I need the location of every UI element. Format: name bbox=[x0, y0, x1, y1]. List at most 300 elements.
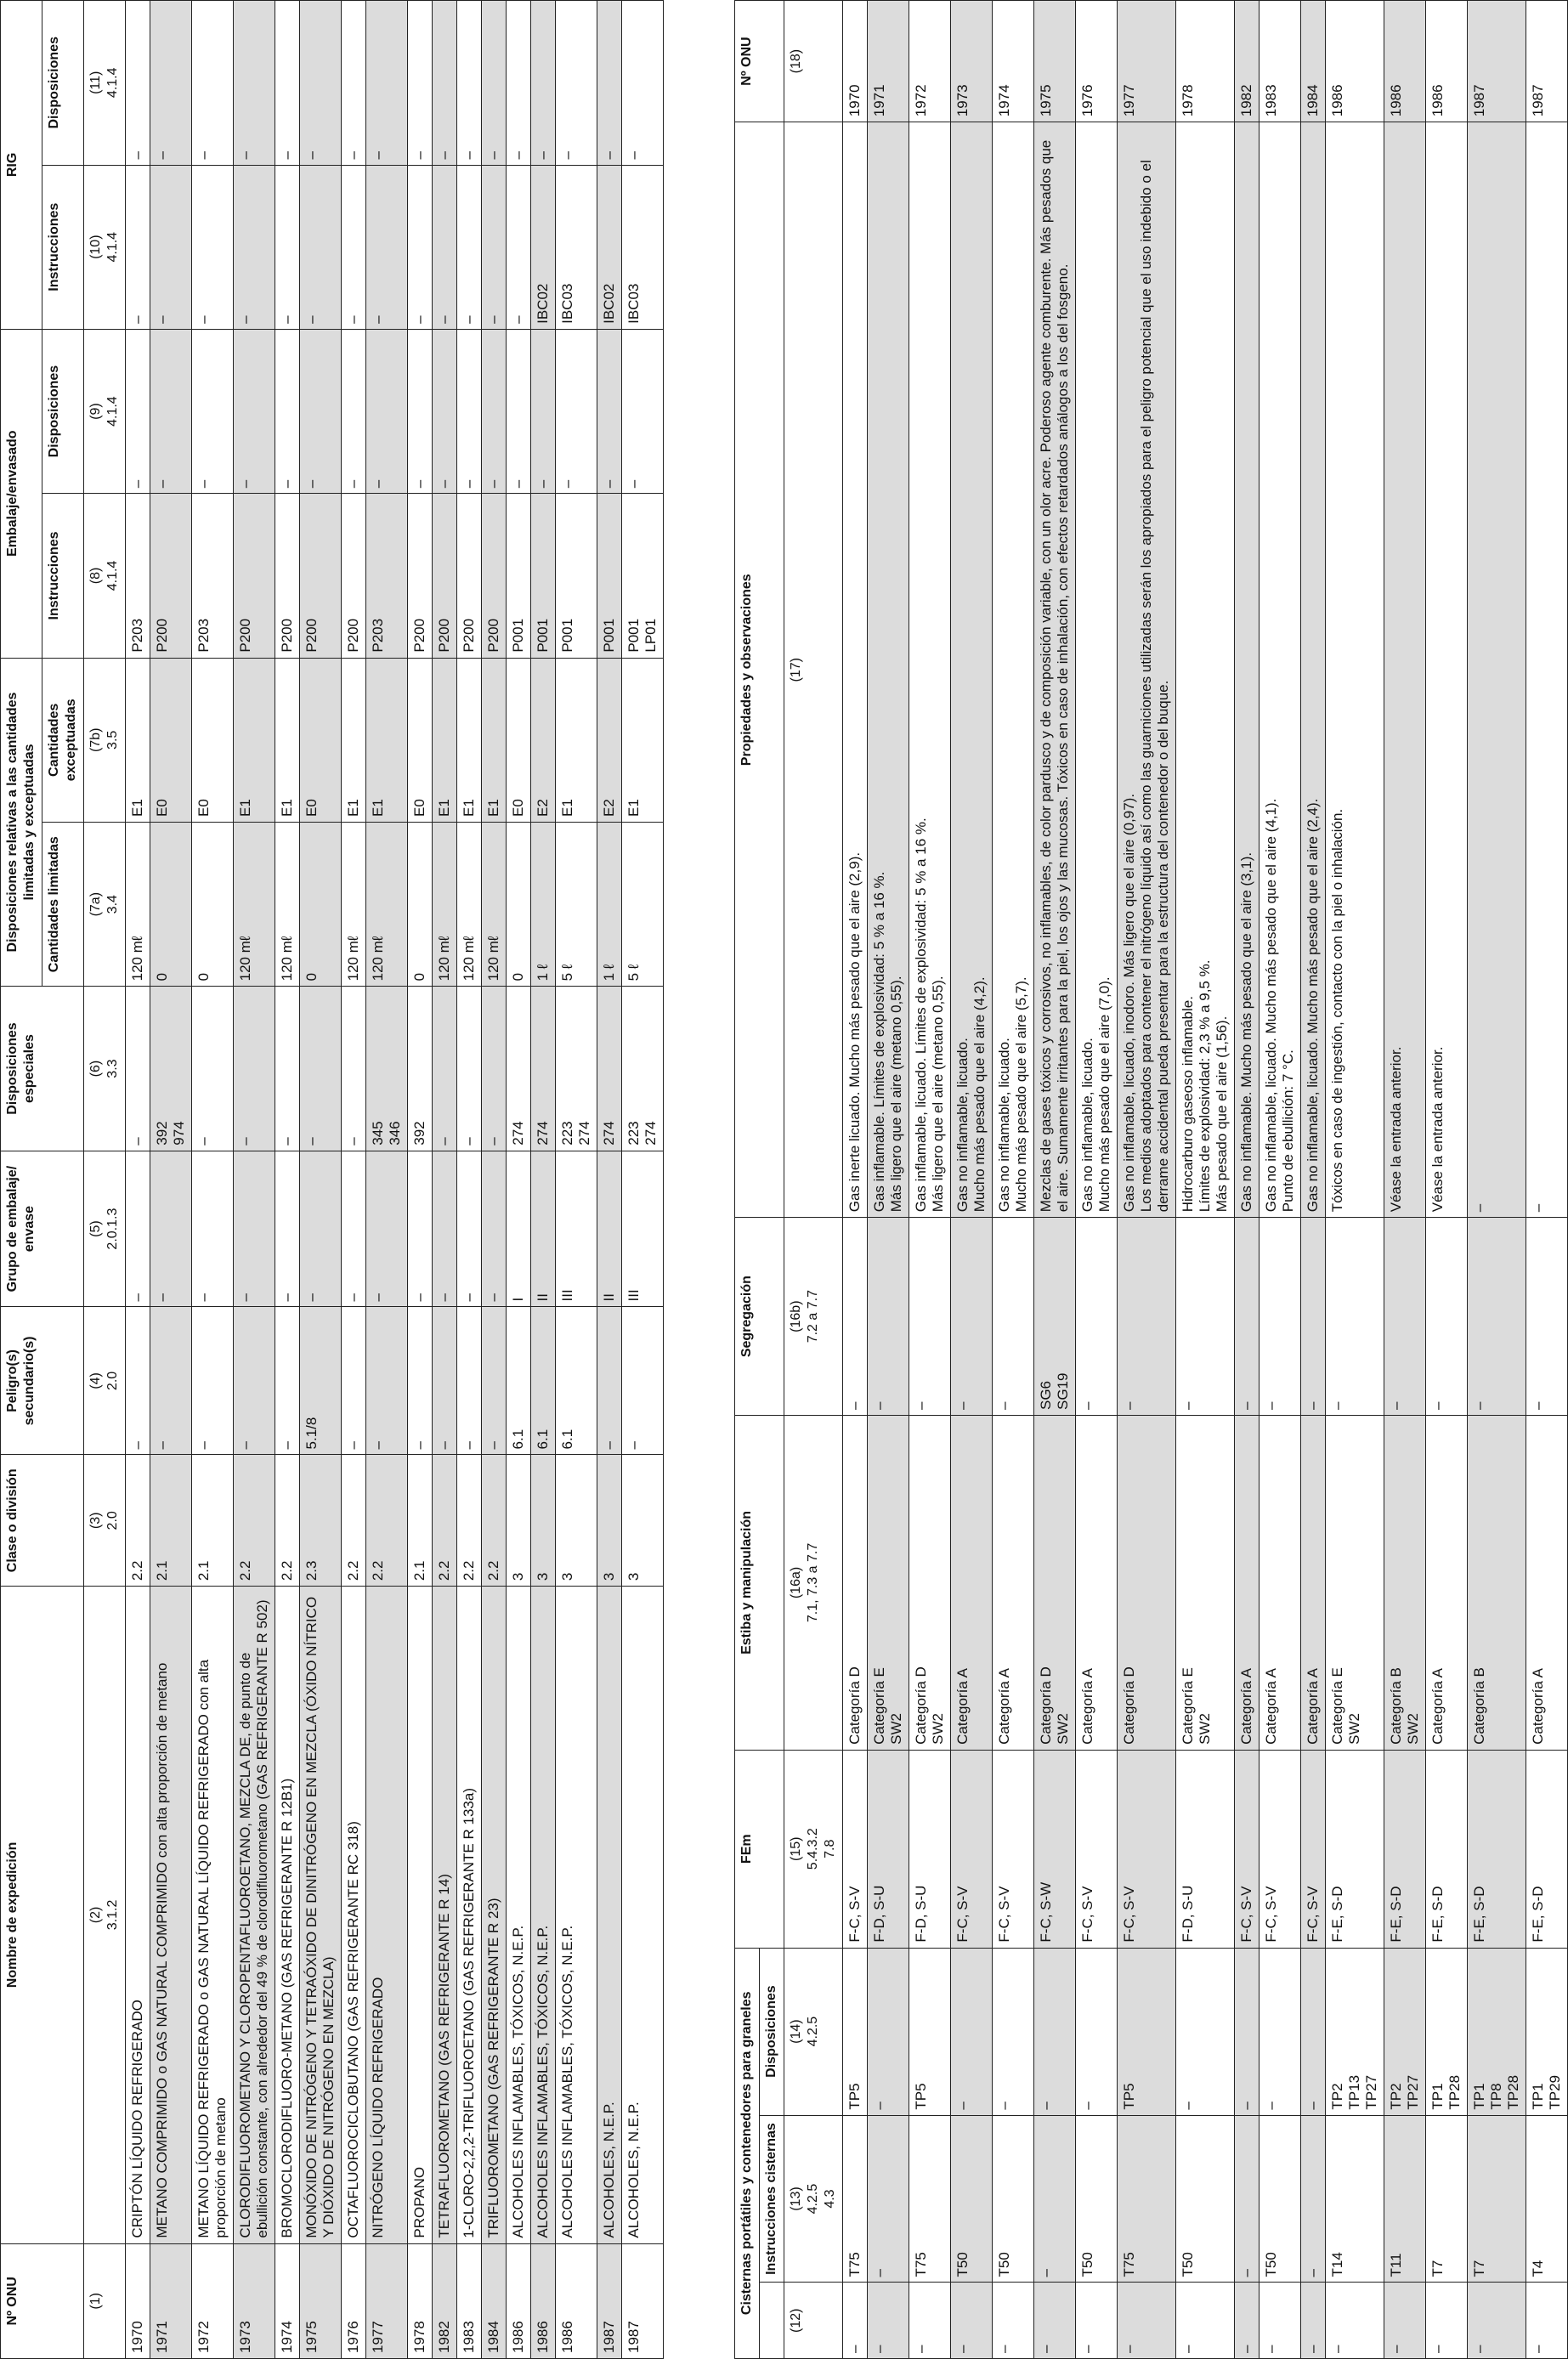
limited-qty-cell: 0 bbox=[300, 823, 342, 987]
properties-cell: Hidrocarburo gaseoso inflamable. Límites de explosividad: 2,3 % a 9,5 %. Más pesado que el aire (1,56). bbox=[1176, 122, 1235, 1218]
class-cell: 2.2 bbox=[234, 1455, 275, 1587]
col-head-ems: FEm bbox=[735, 1750, 784, 1948]
proper-name-cell: ALCOHOLES INFLAMABLES, TÓXICOS, N.E.P. bbox=[531, 1587, 556, 2243]
ibc-instr-cell: – bbox=[482, 165, 507, 329]
stowage-cell: Categoría B bbox=[1468, 1416, 1526, 1751]
ems-cell: F-E, S-D bbox=[1426, 1750, 1468, 1948]
ems-cell: F-C, S-V bbox=[1301, 1750, 1326, 1948]
un-number-cell: 1975 bbox=[1034, 1, 1076, 122]
un-number-cell: 1987 bbox=[1468, 1, 1526, 122]
special-provision-cell: – bbox=[433, 987, 457, 1151]
packing-group-cell: I bbox=[507, 1151, 531, 1307]
excepted-qty-cell: E1 bbox=[275, 658, 300, 822]
table-row bbox=[192, 1, 234, 2359]
ems-cell: F-C, S-V bbox=[1235, 1750, 1259, 1948]
ems-cell: F-E, S-D bbox=[1526, 1750, 1568, 1948]
table-row bbox=[531, 1, 556, 2359]
packing-instr-cell: P001 bbox=[597, 494, 622, 658]
packing-group-cell: – bbox=[366, 1151, 408, 1307]
special-provision-cell: – bbox=[126, 987, 150, 1151]
un-number-cell: 1976 bbox=[342, 2243, 366, 2358]
table-row bbox=[433, 1, 457, 2359]
tank-instr-cell: T50 bbox=[1176, 2115, 1235, 2283]
sub-risk-cell: – bbox=[408, 1307, 433, 1455]
ibc-instr-cell: IBC03 bbox=[622, 165, 664, 329]
ibc-prov-cell: – bbox=[482, 1, 507, 166]
class-cell: 2.2 bbox=[433, 1455, 457, 1587]
segregation-cell: – bbox=[993, 1218, 1034, 1416]
packing-prov-cell: – bbox=[150, 329, 192, 493]
ibc-prov-cell: – bbox=[150, 1, 192, 166]
proper-name-cell: TRIFLUOROMETANO (GAS REFRIGERANTE R 23) bbox=[482, 1587, 507, 2243]
ibc-instr-cell: – bbox=[150, 165, 192, 329]
table-row bbox=[843, 1, 868, 2359]
un-number-cell: 1986 bbox=[1426, 1, 1468, 122]
column-number: (5) 2.0.1.3 bbox=[84, 1151, 126, 1307]
column-number: (16b) 7.2 a 7.7 bbox=[784, 1218, 843, 1416]
class-cell: 2.2 bbox=[457, 1455, 482, 1587]
sub-risk-cell: – bbox=[192, 1307, 234, 1455]
ibc-instr-cell: – bbox=[342, 165, 366, 329]
sub-risk-cell: 6.1 bbox=[556, 1307, 597, 1455]
stowage-cell: Categoría E SW2 bbox=[868, 1416, 909, 1751]
class-cell: 2.2 bbox=[126, 1455, 150, 1587]
ibc-prov-cell: – bbox=[126, 1, 150, 166]
un-number-cell: 1986 bbox=[507, 2243, 531, 2358]
segregation-cell: – bbox=[909, 1218, 951, 1416]
limited-qty-cell: 5 ℓ bbox=[556, 823, 597, 987]
col12-cell: – bbox=[1235, 2283, 1259, 2359]
excepted-qty-cell: E1 bbox=[342, 658, 366, 822]
special-provision-cell: 392 bbox=[408, 987, 433, 1151]
packing-instr-cell: P200 bbox=[482, 494, 507, 658]
ibc-prov-cell: – bbox=[275, 1, 300, 166]
proper-name-cell: 1-CLORO-2,2,2-TRIFLUOROETANO (GAS REFRIGERANTE R 133a) bbox=[457, 1587, 482, 2243]
excepted-qty-cell: E0 bbox=[192, 658, 234, 822]
table-row bbox=[1326, 1, 1384, 2359]
packing-group-cell: III bbox=[556, 1151, 597, 1307]
ems-cell: F-C, S-V bbox=[843, 1750, 868, 1948]
special-provision-cell: 223 274 bbox=[622, 987, 664, 1151]
table-row bbox=[1526, 1, 1568, 2359]
packing-prov-cell: – bbox=[126, 329, 150, 493]
un-number-cell: 1984 bbox=[482, 2243, 507, 2358]
col12-cell: – bbox=[1526, 2283, 1568, 2359]
column-number: (12) bbox=[784, 2283, 843, 2359]
column-number: (4) 2.0 bbox=[84, 1307, 126, 1455]
col-head-eq: Cantidades exceptuadas bbox=[42, 658, 84, 822]
ibc-instr-cell: – bbox=[457, 165, 482, 329]
table-row bbox=[408, 1, 433, 2359]
column-number: (7a) 3.4 bbox=[84, 823, 126, 987]
column-number-row bbox=[84, 1, 126, 2359]
segregation-cell: – bbox=[1235, 1218, 1259, 1416]
tank-prov-cell: – bbox=[1301, 1948, 1326, 2115]
col-head-pi: Instrucciones bbox=[42, 494, 84, 658]
un-number-cell: 1986 bbox=[1326, 1, 1384, 122]
limited-qty-cell: 5 ℓ bbox=[622, 823, 664, 987]
tank-prov-cell: TP2 TP27 bbox=[1384, 1948, 1426, 2115]
special-provision-cell: – bbox=[482, 987, 507, 1151]
class-cell: 2.1 bbox=[150, 1455, 192, 1587]
class-cell: 2.1 bbox=[408, 1455, 433, 1587]
table-row bbox=[556, 1, 597, 2359]
packing-instr-cell: P200 bbox=[408, 494, 433, 658]
col12-cell: – bbox=[909, 2283, 951, 2359]
ibc-instr-cell: IBC02 bbox=[531, 165, 556, 329]
limited-qty-cell: 0 bbox=[192, 823, 234, 987]
excepted-qty-cell: E1 bbox=[433, 658, 457, 822]
class-cell: 2.2 bbox=[366, 1455, 408, 1587]
tank-instr-cell: T50 bbox=[951, 2115, 993, 2283]
limited-qty-cell: 120 mℓ bbox=[433, 823, 457, 987]
stowage-cell: Categoría D bbox=[1118, 1416, 1176, 1751]
packing-instr-cell: P203 bbox=[126, 494, 150, 658]
segregation-cell: – bbox=[1326, 1218, 1384, 1416]
limited-qty-cell: 120 mℓ bbox=[482, 823, 507, 987]
tank-prov-cell: – bbox=[993, 1948, 1034, 2115]
ibc-instr-cell: – bbox=[192, 165, 234, 329]
column-number: (8) 4.1.4 bbox=[84, 494, 126, 658]
limited-qty-cell: 120 mℓ bbox=[126, 823, 150, 987]
column-number: (6) 3.3 bbox=[84, 987, 126, 1151]
proper-name-cell: ALCOHOLES INFLAMABLES, TÓXICOS, N.E.P. bbox=[507, 1587, 531, 2243]
ibc-instr-cell: – bbox=[433, 165, 457, 329]
table-row bbox=[234, 1, 275, 2359]
proper-name-cell: CRIPTÓN LÍQUIDO REFRIGERADO bbox=[126, 1587, 150, 2243]
col-head-class: Clase o división bbox=[1, 1455, 84, 1587]
special-provision-cell: – bbox=[192, 987, 234, 1151]
stowage-cell: Categoría A bbox=[1301, 1416, 1326, 1751]
ibc-prov-cell: – bbox=[408, 1, 433, 166]
tank-prov-cell: TP1 TP28 bbox=[1426, 1948, 1468, 2115]
sub-risk-cell: 5.1/8 bbox=[300, 1307, 342, 1455]
tank-prov-cell: TP5 bbox=[843, 1948, 868, 2115]
tank-prov-cell: TP1 TP29 bbox=[1526, 1948, 1568, 2115]
ibc-prov-cell: – bbox=[597, 1, 622, 166]
packing-instr-cell: P001 bbox=[507, 494, 531, 658]
packing-prov-cell: – bbox=[507, 329, 531, 493]
col12-cell: – bbox=[1384, 2283, 1426, 2359]
un-number-cell: 1982 bbox=[1235, 1, 1259, 122]
col-head-pp: Disposiciones bbox=[42, 329, 84, 493]
tank-instr-cell: T50 bbox=[1076, 2115, 1118, 2283]
packing-group-cell: – bbox=[300, 1151, 342, 1307]
table-row bbox=[993, 1, 1034, 2359]
packing-prov-cell: – bbox=[300, 329, 342, 493]
segregation-cell: – bbox=[1259, 1218, 1301, 1416]
stowage-cell: Categoría A bbox=[1426, 1416, 1468, 1751]
sub-risk-cell: – bbox=[622, 1307, 664, 1455]
un-number-cell: 1978 bbox=[1176, 1, 1235, 122]
table-row bbox=[597, 1, 622, 2359]
un-number-cell: 1972 bbox=[192, 2243, 234, 2358]
col12-cell: – bbox=[843, 2283, 868, 2359]
un-number-cell: 1970 bbox=[126, 2243, 150, 2358]
special-provision-cell: 345 346 bbox=[366, 987, 408, 1151]
ibc-prov-cell: – bbox=[622, 1, 664, 166]
table-row bbox=[342, 1, 366, 2359]
sub-risk-cell: – bbox=[482, 1307, 507, 1455]
special-provision-cell: 274 bbox=[597, 987, 622, 1151]
limited-qty-cell: 1 ℓ bbox=[531, 823, 556, 987]
tank-prov-cell: – bbox=[868, 1948, 909, 2115]
column-number: (18) bbox=[784, 1, 843, 122]
ems-cell: F-C, S-V bbox=[1259, 1750, 1301, 1948]
ems-cell: F-D, S-U bbox=[909, 1750, 951, 1948]
un-number-cell: 1972 bbox=[909, 1, 951, 122]
packing-group-cell: II bbox=[597, 1151, 622, 1307]
col12-cell: – bbox=[1326, 2283, 1384, 2359]
stowage-cell: Categoría A bbox=[951, 1416, 993, 1751]
column-number: (15) 5.4.3.2 7.8 bbox=[784, 1750, 843, 1948]
column-number: (13) 4.2.5 4.3 bbox=[784, 2115, 843, 2283]
table-row bbox=[126, 1, 150, 2359]
table-row bbox=[1384, 1, 1426, 2359]
table-row bbox=[482, 1, 507, 2359]
stowage-cell: Categoría E SW2 bbox=[1326, 1416, 1384, 1751]
ibc-instr-cell: – bbox=[408, 165, 433, 329]
ems-cell: F-C, S-V bbox=[1118, 1750, 1176, 1948]
limited-qty-cell: 120 mℓ bbox=[234, 823, 275, 987]
tank-instr-cell: T7 bbox=[1426, 2115, 1468, 2283]
properties-cell: Gas inerte licuado. Mucho más pesado que el aire (2,9). bbox=[843, 122, 868, 1218]
packing-instr-cell: P200 bbox=[342, 494, 366, 658]
limited-qty-cell: 0 bbox=[150, 823, 192, 987]
col12-cell: – bbox=[1259, 2283, 1301, 2359]
col-head-limexc: Disposiciones relativas a las cantidades limitadas y exceptuadas bbox=[1, 658, 42, 987]
table-row bbox=[150, 1, 192, 2359]
limited-qty-cell: 120 mℓ bbox=[275, 823, 300, 987]
segregation-cell: – bbox=[868, 1218, 909, 1416]
col12-cell: – bbox=[1076, 2283, 1118, 2359]
packing-group-cell: – bbox=[482, 1151, 507, 1307]
proper-name-cell: NITRÓGENO LÍQUIDO REFRIGERADO bbox=[366, 1587, 408, 2243]
stowage-cell: Categoría D bbox=[843, 1416, 868, 1751]
proper-name-cell: ALCOHOLES, N.E.P. bbox=[622, 1587, 664, 2243]
un-number-cell: 1986 bbox=[1384, 1, 1426, 122]
table-row bbox=[951, 1, 993, 2359]
col-head-ii: Instrucciones bbox=[42, 165, 84, 329]
properties-cell: Gas inflamable. Límites de explosividad: 5 % a 16 %. Más ligero que el aire (metano 0,55). bbox=[868, 122, 909, 1218]
excepted-qty-cell: E2 bbox=[531, 658, 556, 822]
col12-cell: – bbox=[951, 2283, 993, 2359]
special-provision-cell: 392 974 bbox=[150, 987, 192, 1151]
packing-group-cell: – bbox=[457, 1151, 482, 1307]
col-head-un-right: Nº ONU bbox=[735, 1, 784, 122]
excepted-qty-cell: E1 bbox=[482, 658, 507, 822]
un-number-cell: 1973 bbox=[951, 1, 993, 122]
sub-risk-cell: – bbox=[366, 1307, 408, 1455]
properties-cell: Véase la entrada anterior. bbox=[1426, 122, 1468, 1218]
packing-group-cell: – bbox=[234, 1151, 275, 1307]
class-cell: 2.1 bbox=[192, 1455, 234, 1587]
ibc-instr-cell: – bbox=[275, 165, 300, 329]
proper-name-cell: OCTAFLUOROCICLOBUTANO (GAS REFRIGERANTE RC 318) bbox=[342, 1587, 366, 2243]
limited-qty-cell: 120 mℓ bbox=[342, 823, 366, 987]
excepted-qty-cell: E0 bbox=[408, 658, 433, 822]
proper-name-cell: CLORODIFLUOROMETANO Y CLOROPENTAFLUOROETANO, MEZCLA DE, de punto de ebullición constante, con alrededor del 49 % de clorodifluorometano (GAS REFRIGERANTE R 502) bbox=[234, 1587, 275, 2243]
col-head-tanks: Cisternas portátiles y contenedores para graneles bbox=[735, 1948, 760, 2358]
tank-prov-cell: – bbox=[1259, 1948, 1301, 2115]
column-number: (3) 2.0 bbox=[84, 1455, 126, 1587]
packing-prov-cell: – bbox=[408, 329, 433, 493]
ibc-instr-cell: IBC02 bbox=[597, 165, 622, 329]
stowage-cell: Categoría B SW2 bbox=[1384, 1416, 1426, 1751]
packing-group-cell: – bbox=[150, 1151, 192, 1307]
table-row bbox=[1259, 1, 1301, 2359]
properties-cell: Gas inflamable, licuado. Límites de explosividad: 5 % a 16 %. Más ligero que el aire (metano 0,55). bbox=[909, 122, 951, 1218]
column-number: (16a) 7.1, 7.3 a 7.7 bbox=[784, 1416, 843, 1751]
segregation-cell: – bbox=[1176, 1218, 1235, 1416]
ibc-prov-cell: – bbox=[531, 1, 556, 166]
col12-cell: – bbox=[993, 2283, 1034, 2359]
ibc-prov-cell: – bbox=[300, 1, 342, 166]
col12-cell: – bbox=[1034, 2283, 1076, 2359]
col-head-segregation: Segregación bbox=[735, 1218, 784, 1416]
stowage-cell: Categoría E SW2 bbox=[1176, 1416, 1235, 1751]
properties-cell: Gas no inflamable, licuado. Mucho más pesado que el aire (2,4). bbox=[1301, 122, 1326, 1218]
ibc-prov-cell: – bbox=[192, 1, 234, 166]
sub-risk-cell: – bbox=[457, 1307, 482, 1455]
un-number-cell: 1975 bbox=[300, 2243, 342, 2358]
col-head-packaging: Embalaje/envasado bbox=[1, 329, 42, 658]
stowage-cell: Categoría A bbox=[1526, 1416, 1568, 1751]
tank-prov-cell: TP1 TP8 TP28 bbox=[1468, 1948, 1526, 2115]
sub-risk-cell: 6.1 bbox=[507, 1307, 531, 1455]
packing-group-cell: – bbox=[342, 1151, 366, 1307]
stowage-cell: Categoría A bbox=[993, 1416, 1034, 1751]
tank-instr-cell: T14 bbox=[1326, 2115, 1384, 2283]
col-head-lq: Cantidades limitadas bbox=[42, 823, 84, 987]
ems-cell: F-C, S-V bbox=[993, 1750, 1034, 1948]
properties-cell: – bbox=[1468, 122, 1526, 1218]
packing-instr-cell: P200 bbox=[457, 494, 482, 658]
ibc-prov-cell: – bbox=[366, 1, 408, 166]
special-provision-cell: 223 274 bbox=[556, 987, 597, 1151]
excepted-qty-cell: E1 bbox=[126, 658, 150, 822]
right-table-body bbox=[843, 1, 1568, 2359]
tank-instr-cell: T75 bbox=[1118, 2115, 1176, 2283]
packing-instr-cell: P200 bbox=[300, 494, 342, 658]
sub-risk-cell: – bbox=[150, 1307, 192, 1455]
sub-risk-cell: – bbox=[275, 1307, 300, 1455]
proper-name-cell: ALCOHOLES, N.E.P. bbox=[597, 1587, 622, 2243]
ems-cell: F-E, S-D bbox=[1326, 1750, 1384, 1948]
class-cell: 2.2 bbox=[482, 1455, 507, 1587]
excepted-qty-cell: E1 bbox=[622, 658, 664, 822]
col-head-subrisk: Peligro(s) secundario(s) bbox=[1, 1307, 84, 1455]
packing-prov-cell: – bbox=[275, 329, 300, 493]
class-cell: 2.3 bbox=[300, 1455, 342, 1587]
col-head-ibc: RIG bbox=[1, 1, 42, 330]
limited-qty-cell: 0 bbox=[507, 823, 531, 987]
ibc-prov-cell: – bbox=[507, 1, 531, 166]
tank-instr-cell: T4 bbox=[1526, 2115, 1568, 2283]
packing-instr-cell: P001 LP01 bbox=[622, 494, 664, 658]
packing-prov-cell: – bbox=[192, 329, 234, 493]
dangerous-goods-table-right bbox=[734, 0, 1568, 2359]
un-number-cell: 1983 bbox=[1259, 1, 1301, 122]
packing-group-cell: – bbox=[408, 1151, 433, 1307]
table-row bbox=[1176, 1, 1235, 2359]
excepted-qty-cell: E1 bbox=[366, 658, 408, 822]
tank-instr-cell: T75 bbox=[843, 2115, 868, 2283]
properties-cell: Gas no inflamable, licuado. Mucho más pesado que el aire (4,2). bbox=[951, 122, 993, 1218]
packing-prov-cell: – bbox=[622, 329, 664, 493]
table-row bbox=[1076, 1, 1118, 2359]
ibc-instr-cell: – bbox=[366, 165, 408, 329]
limited-qty-cell: 0 bbox=[408, 823, 433, 987]
col-head-ip: Disposiciones bbox=[42, 1, 84, 166]
packing-group-cell: – bbox=[126, 1151, 150, 1307]
segregation-cell: – bbox=[1076, 1218, 1118, 1416]
proper-name-cell: BROMOCLORODIFLUORO-METANO (GAS REFRIGERANTE R 12B1) bbox=[275, 1587, 300, 2243]
col12-cell: – bbox=[1301, 2283, 1326, 2359]
excepted-qty-cell: E0 bbox=[507, 658, 531, 822]
class-cell: 3 bbox=[622, 1455, 664, 1587]
class-cell: 3 bbox=[507, 1455, 531, 1587]
table-row bbox=[1118, 1, 1176, 2359]
col-head-properties: Propiedades y observaciones bbox=[735, 122, 784, 1218]
limited-qty-cell: 120 mℓ bbox=[457, 823, 482, 987]
special-provision-cell: – bbox=[457, 987, 482, 1151]
special-provision-cell: – bbox=[234, 987, 275, 1151]
column-number-row-right bbox=[784, 1, 843, 2359]
column-number: (1) bbox=[84, 2243, 126, 2358]
limited-qty-cell: 120 mℓ bbox=[366, 823, 408, 987]
packing-group-cell: – bbox=[192, 1151, 234, 1307]
un-number-cell: 1987 bbox=[622, 2243, 664, 2358]
special-provision-cell: 274 bbox=[531, 987, 556, 1151]
ibc-instr-cell: – bbox=[126, 165, 150, 329]
table-row bbox=[457, 1, 482, 2359]
properties-cell: Gas no inflamable, licuado. Mucho más pesado que el aire (4,1). Punto de ebullición: 7 °C. bbox=[1259, 122, 1301, 1218]
packing-prov-cell: – bbox=[234, 329, 275, 493]
table-row bbox=[622, 1, 664, 2359]
sub-risk-cell: – bbox=[597, 1307, 622, 1455]
col-head-tank-instr: Instrucciones cisternas bbox=[760, 2115, 784, 2283]
excepted-qty-cell: E0 bbox=[300, 658, 342, 822]
packing-instr-cell: P203 bbox=[192, 494, 234, 658]
right-table-section bbox=[734, 0, 1563, 2359]
col-head-blank bbox=[760, 2283, 784, 2359]
properties-cell: Gas no inflamable. Mucho más pesado que el aire (3,1). bbox=[1235, 122, 1259, 1218]
tank-instr-cell: – bbox=[868, 2115, 909, 2283]
class-cell: 2.2 bbox=[275, 1455, 300, 1587]
table-row bbox=[909, 1, 951, 2359]
ems-cell: F-C, S-V bbox=[1076, 1750, 1118, 1948]
col12-cell: – bbox=[1426, 2283, 1468, 2359]
table-row bbox=[507, 1, 531, 2359]
col-head-stowage: Estiba y manipulación bbox=[735, 1416, 784, 1751]
tank-instr-cell: – bbox=[1235, 2115, 1259, 2283]
col12-cell: – bbox=[1118, 2283, 1176, 2359]
table-row bbox=[868, 1, 909, 2359]
un-number-cell: 1986 bbox=[531, 2243, 556, 2358]
col-head-pg: Grupo de embalaje/ envase bbox=[1, 1151, 84, 1307]
col12-cell: – bbox=[1176, 2283, 1235, 2359]
sub-risk-cell: – bbox=[126, 1307, 150, 1455]
un-number-cell: 1986 bbox=[556, 2243, 597, 2358]
stowage-cell: Categoría A bbox=[1259, 1416, 1301, 1751]
segregation-cell: – bbox=[1301, 1218, 1326, 1416]
tank-instr-cell: T7 bbox=[1468, 2115, 1526, 2283]
left-table-section bbox=[0, 0, 734, 2359]
un-number-cell: 1971 bbox=[150, 2243, 192, 2358]
excepted-qty-cell: E0 bbox=[150, 658, 192, 822]
column-number: (14) 4.2.5 bbox=[784, 1948, 843, 2115]
